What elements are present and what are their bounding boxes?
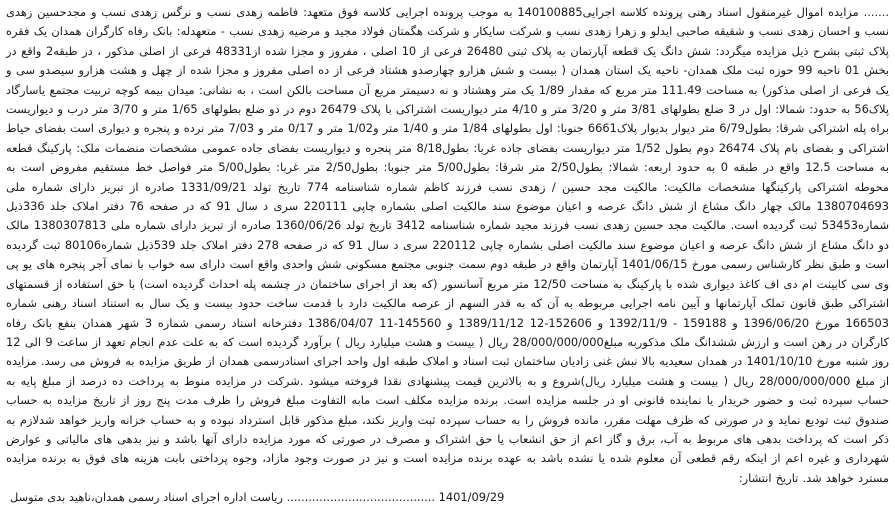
notice-body-text: ....... مزایده اموال غیرمنقول اسناد رهنی پرونده کلاسه اجرایی140100885 به موجب پرونده اجرایی کلاسه فوق متعهد: فاطمه زهدی نسب و نرگس زهدی نسب و مجدحسین زهدی نسب و احسان زهدی نسب و شقیقه صاحبی ایدلو و زهرا زهدی نسب و شرکت سایکار و شرکت هگمتان فولاد مجید و مرضیه زهدی نسب - متعهدله: بانک رفاه کارگران همدان یک فقره پلاک ثبتی بشرح ذیل مزایده میگردد: شش دانگ یک قطعه آپارتمان به پلاک ثبتی 26480 فرعی از 10 اصلی ، مفروز و مجزا شده از48331 فرعی از اصلی مذکور ، در طبقه2 واقع در بخش 01 ناحیه 99 حوزه ثبت ملک همدان- ناحیه یک استان همدان ( بیست و شش هزارو چهارصدو هشتاد فرعی از ده اصلی مفروز و مجزا شده از چهل و هشت هزارو سیصدو سی و یک فرعی از اصلی مذکور) به مساحت 111.49 متر مربع که مقدار 1/89 یک متر وهشتاد و نه دسیمتر مربع آن مساحت بالکن است ، به نشانی: میدان بیمه کوچه تربیت مجتمع یاسارگاد پلاک56 به حدود: شمالا: اول در 3 ضلع بطولهای 3/81 متر و 3/20 متر و 4/10 متر دیواریست اشتراکی با پلاک 26479 دوم در دو ضلع بطولهای 1/65 متر و 3/70 متر درب و دیواریست براه پله اشتراکی شرقا: بطول6/79 متر دیوار بدیوار پلاک6661 جنوبا: اول بطولهای 1/84 متر و 1/40 متر و1/02 متر و 0/17 متر و 7/03 متر نرده و پنجره و دیواری است بفضای حیاط اشتراکی و بفضای بام پلاک 26474 دوم بطول 1/52 متر دیواریست بفضای جاده غربا: بطول8/18 متر پنجره و دیواریست بفضای جاده عمومی مشخصات منضمات ملک: پارکینگ قطعه به مساحت 12.5 واقع در طبقه 0 به حدود اربعه: شمالا: بطول2/50 متر شرقا: بطول5/00 متر جنوبا: بطول2/50 متر غربا: بطول5/00 متر فواصل خط مستقیم مفروض است به محوطه اشتراکی پارکینگها مشخصات مالکیت: مالکیت مجد حسین / زهدی نسب فرزند کاظم شماره شناسنامه 774 تاریخ تولد 1331/09/21 صادره از تبریز دارای شماره ملی 1380704693 مالک چهار دانگ مشاع از شش دانگ عرصه و اعیان موضوع سند مالکیت اصلی بشماره چاپی 220111 سری د سال 91 که در صفحه 76 دفتر املاک جلد 336ذیل شماره53453 ثبت گردیده است. مالکیت مجد حسین زهدی نسب فرزند مجید شماره شناسنامه 3412 تاریخ تولد 1360/06/26 صادره از تبریز دارای شماره ملی 1380307813 مالک دو دانگ مشاع از شش دانگ عرصه و اعیان موضوع سند مالکیت اصلی بشماره چاپی 220112 سری د سال 91 که در صفحه 278 دفتر املاک جلد 539ذیل شماره80106 ثبت گردیده است و طبق نظر کارشناس رسمی مورخ 1401/06/15 آپارتمان واقع در طبقه دوم سمت جنوبی مجتمع مسکونی شش واحدی واقع است دارای سه خواب با نمای آجر پنجره های یو پی وی سی کابینت ام دی اف کاغذ دیواری شده با پارکینگ به مساحت 12/50 متر مربع آسانسور (که بعد از اجرای ساختمان در چشمه پله احداث گردیده است) با حق استفاده از قسمتهای اشتراکی طبق قانون تملک آپارتمانها و آیین نامه اجرایی مربوطه به آن که به قدر السهم از عرصه مالکیت دارد با قدمت ساخت حدود بیست و یک سال به استناد اسناد رهنی شماره 166503 مورخ 1396/06/20 و 159188 - 1392/11/9 و 152606-12 1389/11/12 و 145560-11 1386/04/07 دفترخانه اسناد رسمی شماره 3 شهر همدان بنفع بانک رفاه کارگران در رهن است و ارزش ششدانگ ملک مذکوربه مبلغ28/000/000/000 ریال ( بیست و هشت میلیارد ریال ) برآورد گردیده است که به علت عدم انجام تعهد از ساعت 9 الی 12 روز شنبه مورخ 1401/10/10 در همدان سعیدیه بالا نبش غنی زادیان ساختمان ثبت اسناد و املاک طبقه اول واحد اجرای اسنادرسمی همدان از طریق مزایده به فروش می رسد. مزایده از مبلغ 28/000/000/000 ریال ( بیست و هشت میلیارد ریال)شروع و به بالاترین قیمت پیشنهادی نقدا فروخته میشود .شرکت در مزایده منوط به پرداخت ده درصد از مبلغ پایه به حساب سپرده ثبت و حضور خریدار یا نماینده قانونی او در جلسه مزایده است. برنده مزایده مکلف است مابه التفاوت مبلغ فروش را ظرف مدت پنج روز از تاریخ مزایده به حساب صندوق ثبت تودیع نماید و در صورتی که ظرف مهلت مقرر، مانده فروش را به حساب سپرده ثبت واریز نکند، مبلغ مذکور قابل استرداد نبوده و به حساب خزانه واریز خواهد شدلازم به ذکر است که پرداخت بدهی های مربوط به آب، برق و گاز اعم از حق انشعاب یا حق اشتراک و مصرف در صورتی که مورد مزایده دارای آنها باشد و نیز بدهی های مالیاتی و عوارض شهرداری و غیره اعم از اینکه رقم قطعی آن معلوم شده یا نشده باشد به عهده برنده مزایده است و نیز در صورت وجود مازاد، وجوه پرداختی بابت هزینه های فوق به برنده مزایده مسترد خواهد شد. تاریخ انتشار: [6, 5, 890, 485]
auction-notice-body [6, 3, 889, 488]
notice-signature: 1401/09/29 ......................................... ریاست اداره اجرای اسناد رسمی همدان،ناهید بدی متوسل [10, 490, 505, 505]
